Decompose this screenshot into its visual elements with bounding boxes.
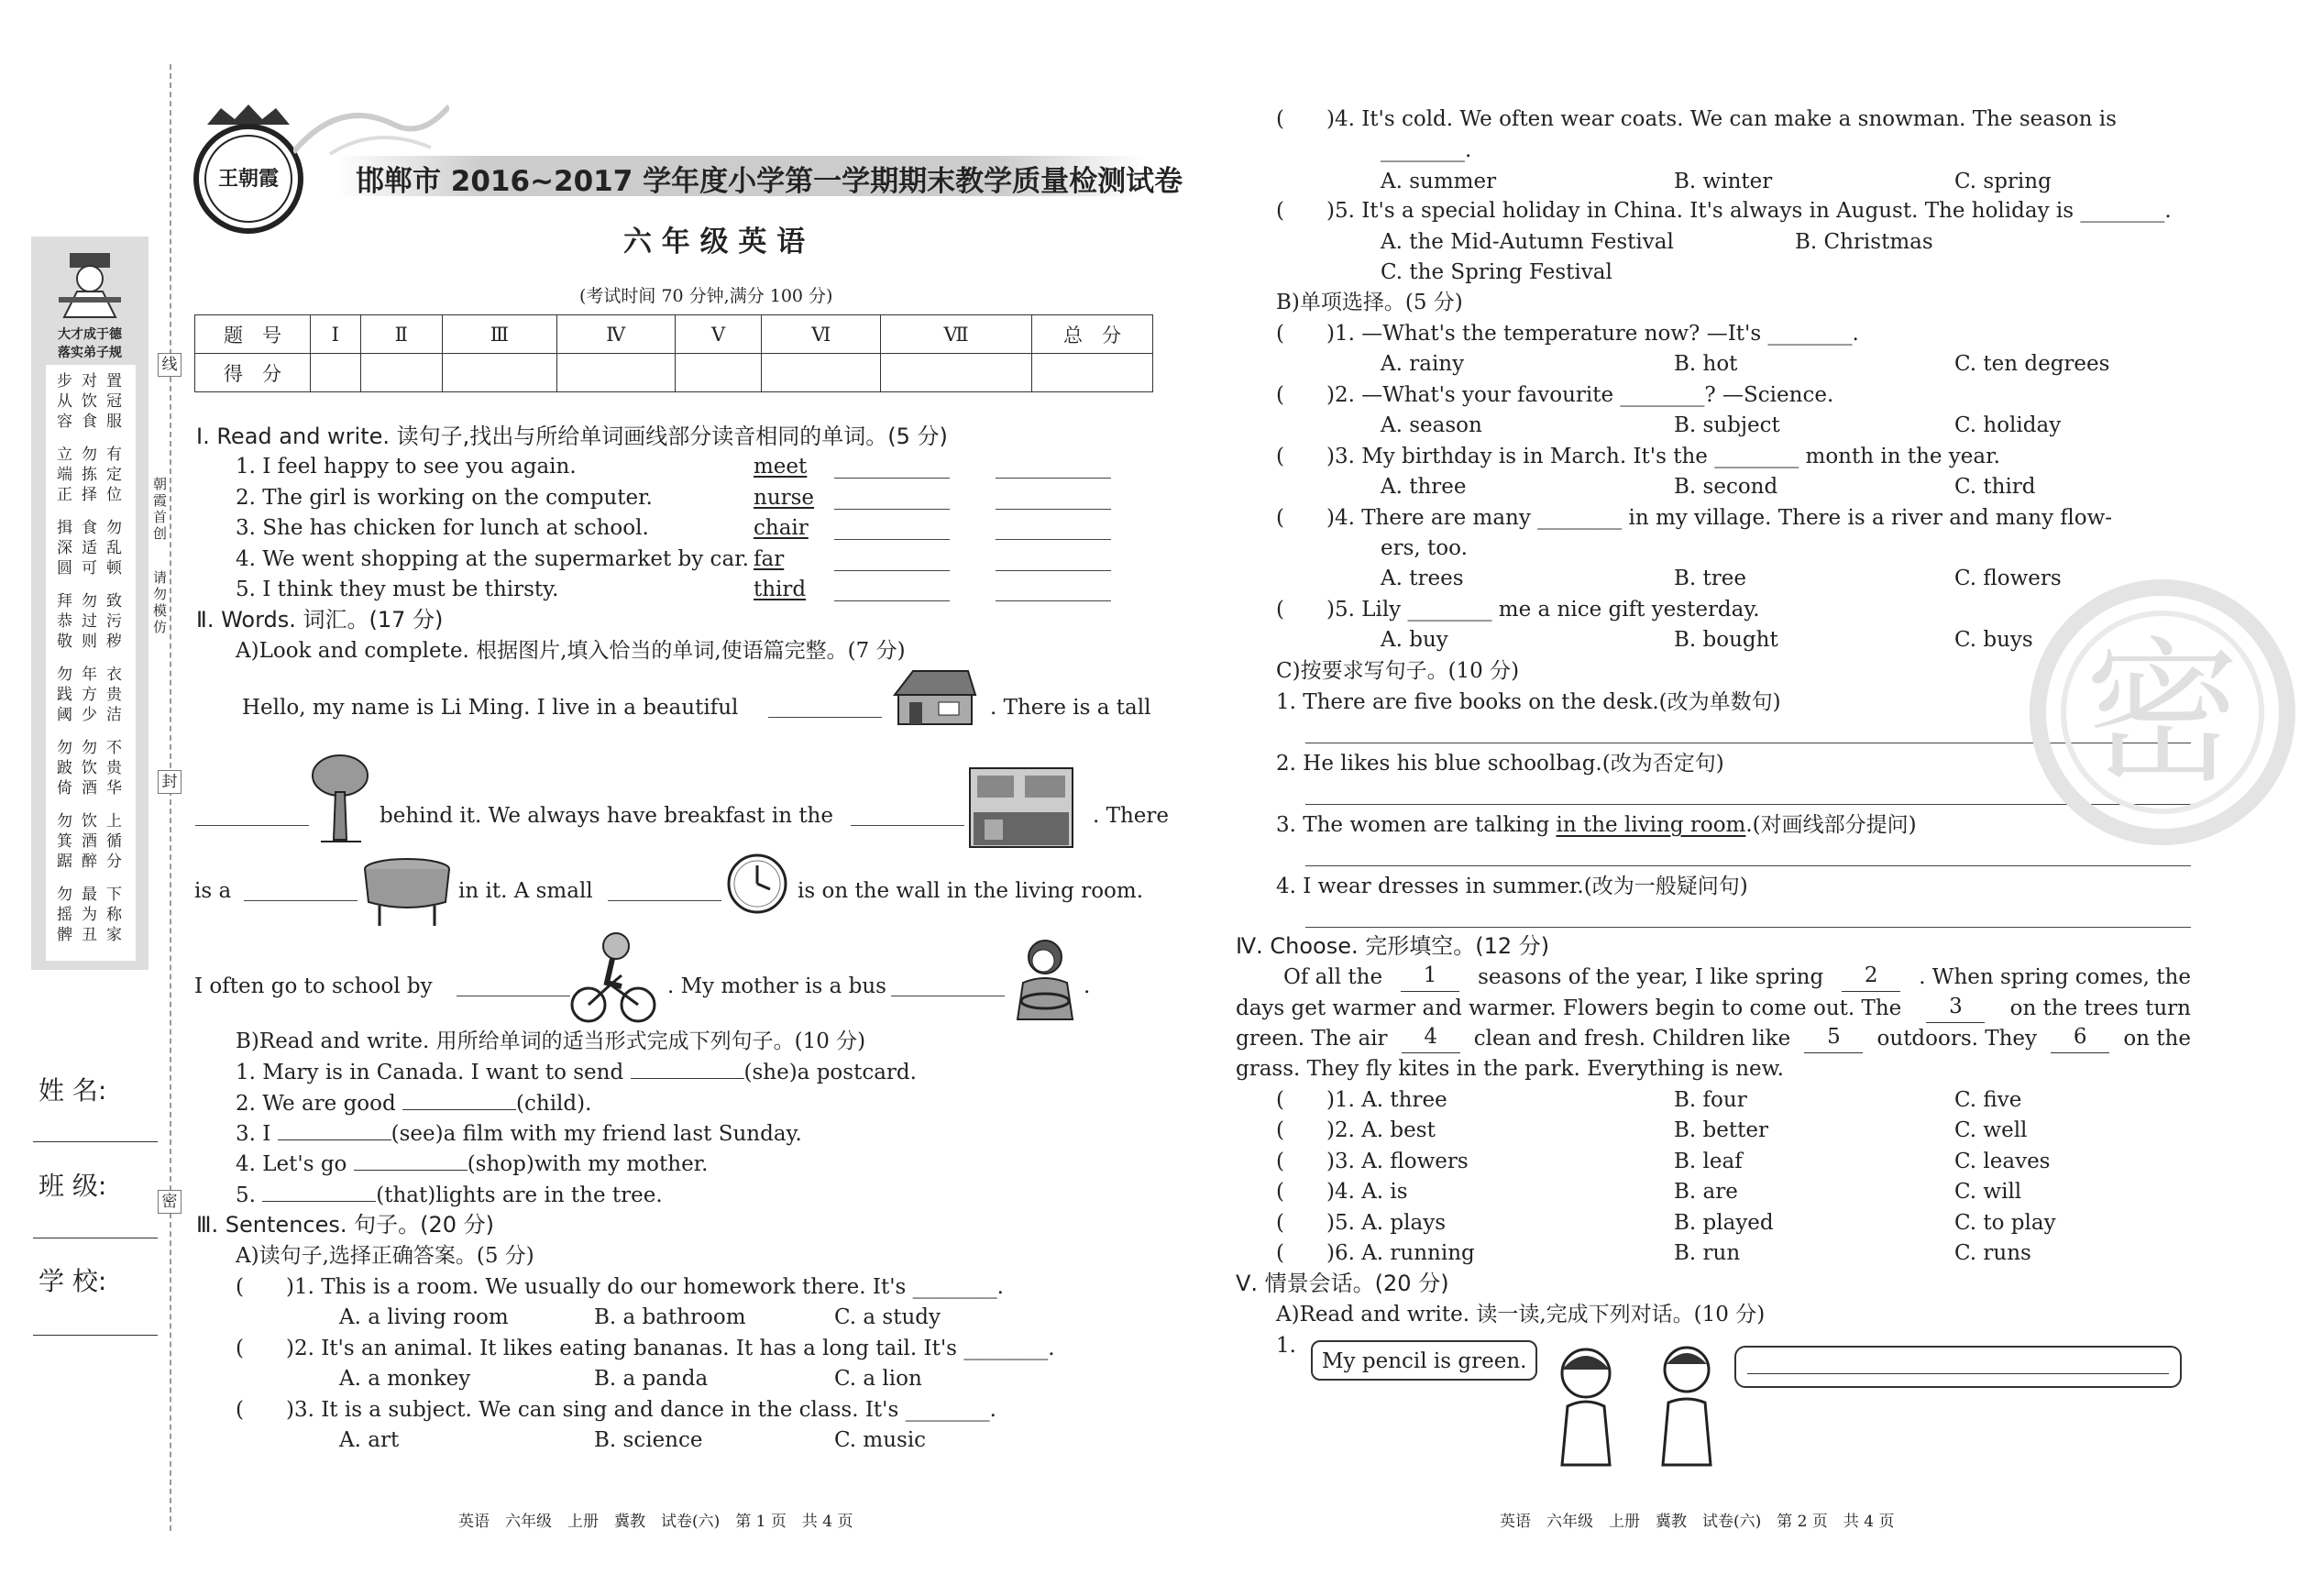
cloze-line	[1283, 963, 2191, 992]
stamp-char: 密	[2084, 623, 2241, 805]
rewrite-text: 3. The women are talking	[1276, 813, 1557, 837]
phonics-sentence: 3. She has chicken for lunch at school.	[236, 516, 649, 540]
choice-option-a: A. a monkey	[339, 1367, 471, 1391]
sidebar-char: 饮	[82, 759, 97, 777]
sidebar-char: 饮	[82, 392, 97, 411]
sidebar-char: 贵	[106, 759, 122, 777]
word-form-2: 2. We are good (child).	[236, 1092, 592, 1116]
passage-line-3a: is a	[194, 879, 232, 903]
cloze-text: Of all the	[1283, 965, 1383, 989]
score-header: 总 分	[1032, 315, 1153, 354]
sidebar-char: 拣	[82, 466, 97, 484]
phonics-blank-1[interactable]	[834, 478, 950, 479]
rewrite-text: 1. There are five books on the desk.	[1276, 690, 1659, 714]
score-cell[interactable]	[556, 354, 675, 392]
cloze-option-a: ( )2. A. best	[1276, 1118, 1436, 1143]
cloze-blank[interactable]: 6	[2051, 1024, 2109, 1053]
section-3c-heading: C)按要求写句子。(10 分)	[1276, 659, 1520, 683]
cloze-option-b: B. are	[1674, 1180, 1738, 1205]
sidebar-char: 酒	[82, 779, 97, 798]
sidebar-char: 步	[57, 372, 72, 391]
cloze-text: green. The air	[1236, 1027, 1388, 1051]
sidebar-char: 贵	[106, 686, 122, 704]
choice-question: ( )1. This is a room. We usually do our homework there. It's ________.	[236, 1275, 1004, 1299]
dialogue-number: 1.	[1276, 1334, 1296, 1358]
sidebar-char: 髀	[57, 926, 72, 944]
mc-option-c: C. holiday	[1954, 413, 2062, 437]
phonics-word: far	[754, 546, 785, 571]
rewrite-answer-line[interactable]	[1305, 865, 2191, 866]
score-header: Ⅲ	[443, 315, 557, 354]
mc-option-b: B. subject	[1674, 413, 1780, 437]
sidebar-char: 踞	[57, 853, 72, 871]
choice-question: ( )2. It's an animal. It likes eating bananas. It has a long tail. It's ________.	[236, 1337, 1055, 1360]
cloze-option-a: ( )3. A. flowers	[1276, 1149, 1469, 1173]
phonics-word: third	[754, 578, 807, 601]
word-form-5: 5. (that)lights are in the tree.	[236, 1183, 663, 1207]
rewrite-instruction: (改为一般疑问句)	[1583, 875, 1748, 898]
sidebar-char: 年	[82, 666, 97, 684]
scholar-illustration	[51, 244, 128, 321]
mc-option-c: C. third	[1954, 475, 2036, 499]
mc-option-a: A. buy	[1381, 628, 1448, 652]
choice-option-c: C. the Spring Festival	[1381, 260, 1612, 284]
rewrite-instruction: (改为否定句)	[1601, 752, 1724, 776]
sidebar-panel	[31, 237, 149, 970]
section-3b-heading: B)单项选择。(5 分)	[1276, 291, 1463, 314]
sidebar-char: 可	[82, 559, 97, 578]
cloze-text: days get warmer and warmer. Flowers begin to come out. The	[1236, 996, 1902, 1020]
blank-tree[interactable]	[195, 825, 309, 826]
score-header: Ⅵ	[762, 315, 881, 354]
passage-line-2a: behind it. We always have breakfast in the	[380, 804, 833, 828]
exam-title: 邯郸市 2016~2017 学年度小学第一学期期末教学质量检测试卷	[356, 165, 1183, 198]
choice-option-b: B. a bathroom	[594, 1305, 746, 1329]
section-3-heading: Ⅲ. Sentences. 句子。(20 分)	[196, 1212, 495, 1238]
blank-house[interactable]	[768, 717, 882, 718]
sidebar-char: 分	[106, 853, 122, 871]
name-label: 姓 名:	[39, 1075, 107, 1106]
table-picture	[361, 856, 453, 928]
clock-picture	[726, 853, 788, 915]
word-form-1: 1. Mary is in Canada. I want to send (she)a postcard.	[236, 1061, 917, 1084]
sidebar-char: 置	[106, 372, 122, 391]
rewrite-text: 2. He likes his blue schoolbag.	[1276, 752, 1602, 776]
sidebar-char: 秽	[106, 633, 122, 651]
section-2-heading: Ⅱ. Words. 词汇。(17 分)	[196, 607, 444, 633]
speech-bubble-left: My pencil is green.	[1311, 1340, 1537, 1381]
sidebar-char: 污	[106, 612, 122, 631]
sidebar-char: 衣	[106, 666, 122, 684]
sidebar-char: 践	[57, 686, 72, 704]
cloze-option-b: B. run	[1674, 1241, 1741, 1265]
dialogue-answer-line[interactable]	[1747, 1373, 2169, 1374]
phonics-blank-2[interactable]	[996, 539, 1111, 540]
sidebar-char: 倚	[57, 779, 72, 798]
mc-question: ( )1. —What's the temperature now? —It's ________.	[1276, 322, 1859, 346]
logo-text: 王朝霞	[217, 167, 279, 191]
cloze-text: seasons of the year, I like spring	[1478, 965, 1824, 989]
sidebar-char: 则	[82, 633, 97, 651]
sidebar-char: 敬	[57, 633, 72, 651]
answer-blank[interactable]	[631, 1078, 744, 1079]
cloze-option-a: ( )5. A. plays	[1276, 1210, 1447, 1235]
cloze-blank[interactable]: 5	[1804, 1024, 1863, 1053]
cloze-line	[1236, 994, 2191, 1023]
mc-option-a: A. three	[1381, 475, 1467, 499]
rewrite-prompt	[1276, 688, 1781, 717]
blank-clock[interactable]	[608, 900, 721, 901]
section-2a-heading: A)Look and complete. 根据图片,填入恰当的单词,使语篇完整。(7 分)	[236, 639, 906, 663]
sidebar-char: 勿	[57, 886, 72, 904]
sidebar-char: 不	[106, 739, 122, 757]
sidebar-char: 箕	[57, 832, 72, 851]
score-header: Ⅴ	[675, 315, 762, 354]
cloze-line	[1236, 1024, 2191, 1053]
mc-option-c: C. buys	[1954, 628, 2033, 652]
sidebar-char: 勿	[57, 812, 72, 831]
sidebar-char: 少	[82, 706, 97, 724]
seal-line	[170, 64, 171, 1531]
sidebar-char: 端	[57, 466, 72, 484]
blank-kitchen[interactable]	[851, 825, 964, 826]
answer-blank[interactable]	[262, 1201, 376, 1202]
sidebar-char: 顿	[106, 559, 122, 578]
sidebar-char: 醉	[82, 853, 97, 871]
sidebar-title-1: 大才成于德	[58, 327, 122, 342]
passage-line-1b: . There is a tall	[990, 696, 1151, 720]
rewrite-instruction: .(对画线部分提问)	[1745, 813, 1917, 837]
mc-option-b: B. hot	[1674, 352, 1738, 376]
choice-option-a: A. the Mid-Autumn Festival	[1381, 230, 1674, 254]
section-5a-heading: A)Read and write. 读一读,完成下列对话。(10 分)	[1276, 1303, 1766, 1326]
phonics-blank-2[interactable]	[996, 478, 1111, 479]
exam-info: (考试时间 70 分钟,满分 100 分)	[579, 286, 833, 306]
sidebar-char: 摇	[57, 906, 72, 924]
seal-stamp-watermark	[2030, 579, 2295, 845]
phonics-word: meet	[754, 455, 808, 479]
phonics-word: nurse	[754, 485, 815, 510]
rewrite-prompt	[1276, 872, 1748, 901]
score-cell[interactable]	[675, 354, 762, 392]
sidebar-char: 勿	[82, 739, 97, 757]
cloze-option-c: C. leaves	[1954, 1149, 2051, 1173]
mc-option-b: B. tree	[1674, 567, 1746, 590]
ribbon-decoration	[293, 97, 449, 161]
sidebar-char: 勿	[57, 739, 72, 757]
sidebar-char: 华	[106, 779, 122, 798]
score-cell[interactable]	[311, 354, 361, 392]
sidebar-poem	[46, 365, 136, 961]
passage-line-2b: . There	[1093, 804, 1169, 828]
sidebar-char: 食	[82, 413, 97, 431]
vertical-note-1: 朝霞首创	[151, 477, 168, 543]
rewrite-answer-line[interactable]	[1305, 927, 2191, 928]
sidebar-char: 正	[57, 486, 72, 504]
phonics-blank-1[interactable]	[834, 509, 950, 510]
phonics-sentence: 1. I feel happy to see you again.	[236, 455, 577, 479]
phonics-blank-1[interactable]	[834, 539, 950, 540]
sidebar-char: 择	[82, 486, 97, 504]
mc-question-cont: ers, too.	[1381, 536, 1468, 560]
sidebar-char: 适	[82, 539, 97, 557]
sidebar-char: 恭	[57, 612, 72, 631]
cloze-option-c: C. five	[1954, 1088, 2022, 1112]
cloze-option-b: B. better	[1674, 1118, 1768, 1143]
section-4-heading: Ⅳ. Choose. 完形填空。(12 分)	[1236, 933, 1550, 959]
answer-blank[interactable]	[402, 1109, 516, 1110]
section-2b-heading: B)Read and write. 用所给单词的适当形式完成下列句子。(10 分)	[236, 1029, 866, 1053]
rewrite-text: 4. I wear dresses in summer.	[1276, 875, 1584, 898]
mc-option-c: C. flowers	[1954, 567, 2062, 590]
score-cell[interactable]	[762, 354, 881, 392]
speech-bubble-right[interactable]	[1734, 1346, 2182, 1388]
score-cell[interactable]	[360, 354, 443, 392]
sidebar-char: 拜	[57, 592, 72, 611]
word-form-3: 3. I (see)a film with my friend last Sunday.	[236, 1122, 802, 1146]
cloze-option-c: C. well	[1954, 1118, 2028, 1143]
choice-question-cont: ________.	[1381, 138, 1472, 162]
cloze-text: on the trees turn	[2009, 996, 2191, 1020]
cloze-blank[interactable]: 1	[1401, 963, 1459, 992]
sidebar-char: 立	[57, 446, 72, 464]
kitchen-picture	[968, 766, 1074, 849]
cloze-blank[interactable]: 4	[1402, 1024, 1460, 1053]
passage-line-4a: I often go to school by	[194, 974, 433, 998]
choice-option-c: C. a study	[834, 1305, 941, 1329]
sidebar-char: 服	[106, 413, 122, 431]
choice-option-a: A. summer	[1381, 170, 1497, 193]
choice-option-c: C. spring	[1954, 170, 2052, 193]
mc-option-b: B. second	[1674, 475, 1778, 499]
school-field[interactable]	[33, 1335, 158, 1336]
cloze-blank[interactable]: 3	[1926, 994, 1985, 1023]
passage-line-3c: is on the wall in the living room.	[798, 879, 1144, 903]
cloze-option-b: B. leaf	[1674, 1149, 1743, 1173]
sidebar-char: 酒	[82, 832, 97, 851]
cloze-option-a: ( )6. A. running	[1276, 1241, 1475, 1265]
passage-line-3b: in it. A small	[458, 879, 593, 903]
cloze-text: on the	[2123, 1027, 2191, 1051]
choice-question: ( )4. It's cold. We often wear coats. We can make a snowman. The season is	[1276, 107, 2117, 131]
school-label: 学 校:	[39, 1266, 107, 1296]
score-cell[interactable]	[443, 354, 557, 392]
mc-option-a: A. rainy	[1381, 352, 1465, 376]
seal-mark-xian: 线	[158, 353, 182, 377]
cloze-option-c: C. will	[1954, 1180, 2022, 1205]
footer-page-1: 英语 六年级 上册 冀教 试卷(六) 第 1 页 共 4 页	[458, 1513, 853, 1531]
sidebar-char: 勿	[57, 666, 72, 684]
house-picture	[886, 667, 977, 726]
sidebar-char: 勿	[106, 519, 122, 537]
class-label: 班 级:	[39, 1171, 107, 1201]
answer-blank[interactable]	[278, 1139, 391, 1140]
answer-blank[interactable]	[354, 1170, 468, 1171]
mc-option-a: A. trees	[1381, 567, 1464, 590]
choice-question: ( )3. It is a subject. We can sing and dance in the class. It's ________.	[236, 1398, 996, 1422]
mc-option-b: B. bought	[1674, 628, 1778, 652]
sidebar-char: 方	[82, 686, 97, 704]
choice-option-b: B. winter	[1674, 170, 1773, 193]
mc-question: ( )2. —What's your favourite ________? —Science.	[1276, 383, 1834, 407]
sidebar-char: 上	[106, 812, 122, 831]
passage-line-4c: .	[1084, 974, 1091, 998]
sidebar-char: 为	[82, 906, 97, 924]
phonics-sentence: 4. We went shopping at the supermarket by car.	[236, 546, 749, 571]
sidebar-char: 过	[82, 612, 97, 631]
children-illustration	[1540, 1342, 1742, 1467]
section-5-heading: Ⅴ. 情景会话。(20 分)	[1236, 1271, 1449, 1296]
phonics-blank-1[interactable]	[834, 570, 950, 571]
passage-line-1a: Hello, my name is Li Ming. I live in a beautiful	[242, 696, 739, 720]
section-1-heading: Ⅰ. Read and write. 读句子,找出与所给单词画线部分读音相同的单词。(5 分)	[196, 424, 948, 449]
phonics-sentence: 5. I think they must be thirsty.	[236, 578, 559, 601]
rewrite-underlined: in the living room	[1556, 813, 1746, 837]
mc-question: ( )5. Lily ________ me a nice gift yesterday.	[1276, 598, 1760, 622]
name-field[interactable]	[33, 1141, 158, 1142]
sidebar-char: 容	[57, 413, 72, 431]
sidebar-char: 对	[82, 372, 97, 391]
section-3a-heading: A)读句子,选择正确答案。(5 分)	[236, 1244, 534, 1268]
sidebar-char: 从	[57, 392, 72, 411]
sidebar-char: 最	[82, 886, 97, 904]
score-header: 题 号	[195, 315, 311, 354]
phonics-blank-2[interactable]	[996, 509, 1111, 510]
rewrite-prompt	[1276, 810, 1917, 840]
mc-question: ( )3. My birthday is in March. It's the ________ month in the year.	[1276, 445, 2000, 468]
sidebar-title-2: 落实弟子规	[58, 346, 122, 360]
cloze-option-a: ( )1. A. three	[1276, 1088, 1447, 1112]
sidebar-char: 揖	[57, 519, 72, 537]
sidebar-char: 位	[106, 486, 122, 504]
choice-option-a: A. a living room	[339, 1305, 509, 1329]
sidebar-char: 致	[106, 592, 122, 611]
choice-option-b: B. Christmas	[1795, 230, 1933, 254]
choice-question: ( )5. It's a special holiday in China. It's always in August. The holiday is ________.	[1276, 199, 2172, 223]
score-table	[194, 314, 1153, 392]
cloze-option-c: C. to play	[1954, 1210, 2056, 1235]
phonics-blank-2[interactable]	[996, 570, 1111, 571]
score-header: Ⅶ	[881, 315, 1032, 354]
score-header: Ⅱ	[360, 315, 443, 354]
sidebar-char: 有	[106, 446, 122, 464]
cloze-option-c: C. runs	[1954, 1241, 2031, 1265]
choice-option-c: C. music	[834, 1428, 927, 1452]
sidebar-char: 乱	[106, 539, 122, 557]
cloze-option-a: ( )4. A. is	[1276, 1180, 1408, 1205]
sidebar-char: 勿	[82, 446, 97, 464]
phonics-blank-1[interactable]	[834, 600, 950, 601]
rewrite-instruction: (改为单数句)	[1658, 690, 1781, 714]
phonics-blank-2[interactable]	[996, 600, 1111, 601]
cloze-blank[interactable]: 2	[1842, 963, 1900, 992]
cloze-option-b: B. played	[1674, 1210, 1774, 1235]
passage-line-4b: . My mother is a bus	[667, 974, 886, 998]
word-form-4: 4. Let's go (shop)with my mother.	[236, 1152, 709, 1176]
score-cell[interactable]	[881, 354, 1032, 392]
rewrite-prompt	[1276, 749, 1724, 778]
subject-title: 六 年 级 英 语	[623, 226, 806, 259]
mc-option-a: A. season	[1381, 413, 1482, 437]
score-header: Ⅳ	[556, 315, 675, 354]
sidebar-char: 阈	[57, 706, 72, 724]
cloze-text: outdoors. They	[1876, 1027, 2038, 1051]
sidebar-char: 饮	[82, 812, 97, 831]
sidebar-char: 称	[106, 906, 122, 924]
choice-option-b: B. science	[594, 1428, 703, 1452]
sidebar-char: 勿	[82, 592, 97, 611]
blank-table[interactable]	[244, 900, 358, 901]
sidebar-char: 下	[106, 886, 122, 904]
mc-question: ( )4. There are many ________ in my village. There is a river and many flow-	[1276, 506, 2113, 530]
score-cell[interactable]	[1032, 354, 1153, 392]
phonics-sentence: 2. The girl is working on the computer.	[236, 485, 653, 510]
sidebar-char: 定	[106, 466, 122, 484]
choice-option-b: B. a panda	[594, 1367, 709, 1391]
phonics-word: chair	[754, 516, 809, 540]
mc-option-c: C. ten degrees	[1954, 352, 2110, 376]
cloze-text: grass. They fly kites in the park. Everything is new.	[1236, 1057, 1784, 1081]
sidebar-char: 跛	[57, 759, 72, 777]
cloze-option-b: B. four	[1674, 1088, 1747, 1112]
seal-mark-feng: 封	[158, 770, 182, 794]
choice-option-c: C. a lion	[834, 1367, 922, 1391]
sidebar-char: 洁	[106, 706, 122, 724]
driver-picture	[1008, 937, 1087, 1021]
sidebar-char: 深	[57, 539, 72, 557]
footer-page-2: 英语 六年级 上册 冀教 试卷(六) 第 2 页 共 4 页	[1500, 1513, 1895, 1531]
tree-picture	[308, 752, 372, 845]
sidebar-char: 冠	[106, 392, 122, 411]
sidebar-char: 丑	[82, 926, 97, 944]
cloze-text: . When spring comes, the	[1919, 965, 2191, 989]
sidebar-char: 食	[82, 519, 97, 537]
vertical-note-2: 请勿模仿	[151, 570, 168, 636]
seal-mark-mi: 密	[158, 1190, 182, 1214]
cloze-text: clean and fresh. Children like	[1473, 1027, 1791, 1051]
bike-picture	[567, 930, 658, 1025]
score-row-label: 得 分	[195, 354, 311, 392]
choice-option-a: A. art	[339, 1428, 400, 1452]
score-header: Ⅰ	[311, 315, 361, 354]
sidebar-char: 循	[106, 832, 122, 851]
sidebar-char: 圆	[57, 559, 72, 578]
sidebar-char: 家	[106, 926, 122, 944]
